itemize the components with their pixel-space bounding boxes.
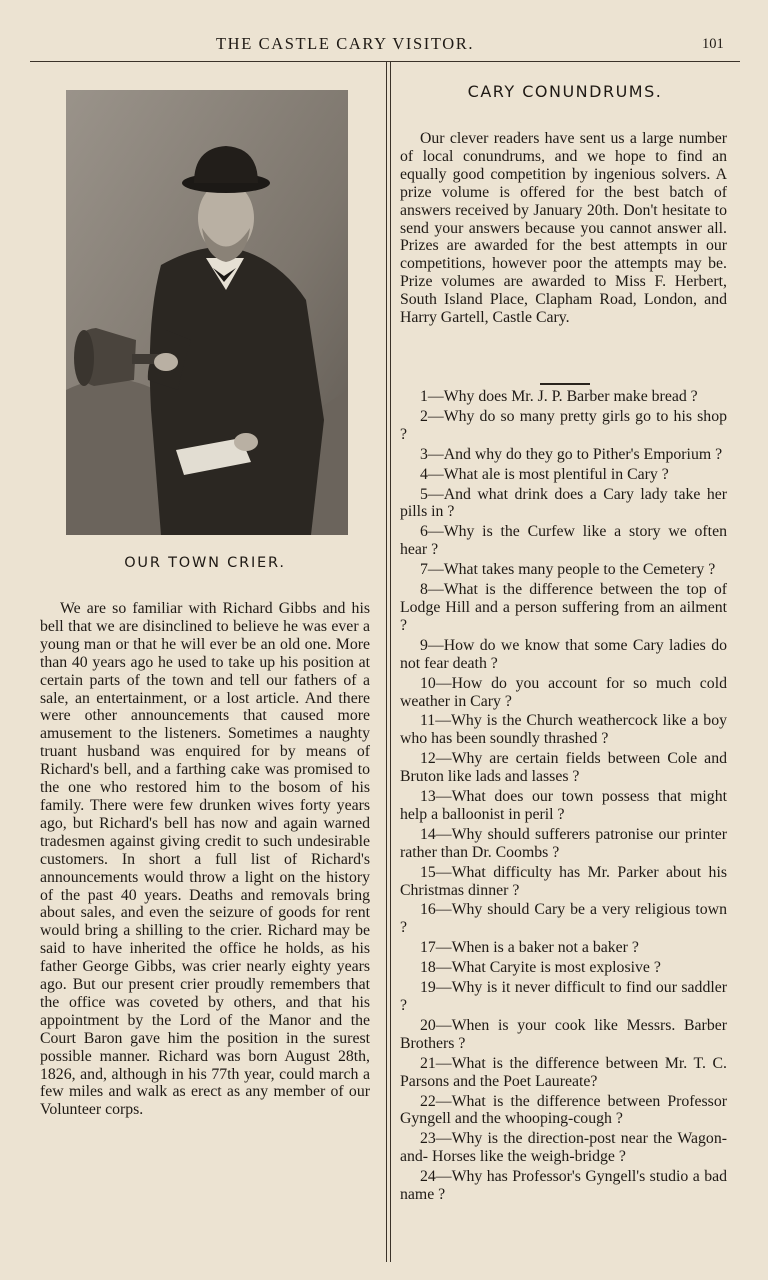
conundrum-item: 24—Why has Professor's Gyngell's studio a bad name ? bbox=[400, 1168, 727, 1204]
page-number: 101 bbox=[702, 36, 724, 52]
conundrum-item: 13—What does our town possess that might help a balloonist in peril ? bbox=[400, 788, 727, 823]
publication-title: THE CASTLE CARY VISITOR. bbox=[216, 34, 475, 53]
conundrum-item: 21—What is the difference between Mr. T. C. Parsons and the Poet Laureate? bbox=[400, 1054, 727, 1090]
conundrum-item: 20—When is your cook like Messrs. Barber Brothers ? bbox=[400, 1016, 727, 1052]
conundrum-item: 2—Why do so many pretty girls go to his shop ? bbox=[400, 407, 727, 443]
conundrum-item: 14—Why should sufferers patronise our printer rather than Dr. Coombs ? bbox=[400, 825, 727, 861]
conundrum-item: 9—How do we know that some Cary ladies do not fear death ? bbox=[400, 636, 727, 672]
conundrum-item: 12—Why are certain fields between Cole and Bruton like lads and lasses ? bbox=[400, 750, 727, 786]
conundrum-item: 3—And why do they go to Pither's Emporium ? bbox=[420, 445, 723, 463]
conundrum-item: 7—What takes many people to the Cemetery ? bbox=[420, 561, 716, 579]
town-crier-photograph bbox=[66, 90, 348, 535]
conundrum-item: 8—What is the difference between the top of Lodge Hill and a person suffering from an ailment ? bbox=[400, 581, 727, 634]
header-rule bbox=[30, 61, 740, 62]
conundrum-item: 15—What difficulty has Mr. Parker about his Christmas dinner ? bbox=[400, 863, 727, 899]
conundrum-item: 6—Why is the Curfew like a story we often hear ? bbox=[400, 523, 727, 559]
conundrum-item: 10—How do you account for so much cold weather in Cary ? bbox=[400, 674, 727, 710]
conundrum-list bbox=[400, 388, 727, 1206]
conundrum-item: 4—What ale is most plentiful in Cary ? bbox=[420, 465, 669, 483]
column-divider-inner bbox=[390, 62, 391, 1262]
conundrum-item: 5—And what drink does a Cary lady take her pills in ? bbox=[400, 485, 727, 521]
column-divider bbox=[386, 62, 387, 1262]
section-rule bbox=[540, 383, 590, 385]
conundrum-item: 23—Why is the direction-post near the Wagon-and- Horses like the weigh-bridge ? bbox=[400, 1130, 727, 1166]
town-crier-article: We are so familiar with Richard Gibbs and his bell that we are disinclined to believe he was ever a young man or that he will ever be an old one. More than 40 years ago he used to take up his position at certain parts of the town and tell our fathers of a sale, an entertainment, or a lost article. And there were other announcements that caused more amusement to the listeners. Sometimes a naughty truant husband was enquired for by means of Richard's bell, and a farthing cake was promised to the one who restored him to the bosom of his family. There were few drunken wives forty years ago, but Richard's bell has now and again warned tradesmen against giving credit to such undesirable customers. In short a full list of Richard's announcements would throw a light on the history of the past 40 years. Deaths and removals bring about sales, and even the seizure of goods for rent would bring a shilling to the crier. Richard may be said to have inherited the office he holds, as his father George Gibbs, was crier nearly eighty years ago. But our present crier proudly remembers that the office was coveted by others, and that his appointment by the Lord of the Manor and the Court Baron gave him the position in the surest possible manner. Richard was born August 28th, 1826, and, although in his 77th year, could march a few miles and walk as erect as any member of our Volunteer corps. bbox=[40, 600, 370, 1119]
running-header bbox=[0, 30, 768, 60]
conundrum-item: 22—What is the difference between Professor Gyngell and the whooping-cough ? bbox=[400, 1092, 727, 1128]
conundrum-item: 19—Why is it never difficult to find our saddler ? bbox=[400, 979, 727, 1014]
conundrum-item: 18—What Caryite is most explosive ? bbox=[420, 959, 661, 977]
conundrum-item: 1—Why does Mr. J. P. Barber make bread ? bbox=[420, 388, 698, 405]
conundrums-heading: CARY CONUNDRUMS. bbox=[467, 82, 663, 101]
conundrum-item: 11—Why is the Church weathercock like a boy who has been soundly thrashed ? bbox=[400, 712, 727, 748]
conundrum-item: 16—Why should Cary be a very religious town ? bbox=[400, 901, 727, 937]
conundrums-intro: Our clever readers have sent us a large number of local conundrums, and we hope to find an equally good competition by ingenious solvers. A prize volume is offered for the best batch of answers received by January 20th. Don't hesitate to send your answers because you cannot answer all. Prizes are awarded for the best attempts in our competitions, however poor the attempts may be. Prize volumes are awarded to Miss F. Herbert, South Island Place, Clapham Road, London, and Harry Gartell, Castle Cary. bbox=[400, 130, 727, 327]
photo-caption: OUR TOWN CRIER. bbox=[124, 555, 286, 571]
conundrum-item: 17—When is a baker not a baker ? bbox=[420, 939, 639, 957]
